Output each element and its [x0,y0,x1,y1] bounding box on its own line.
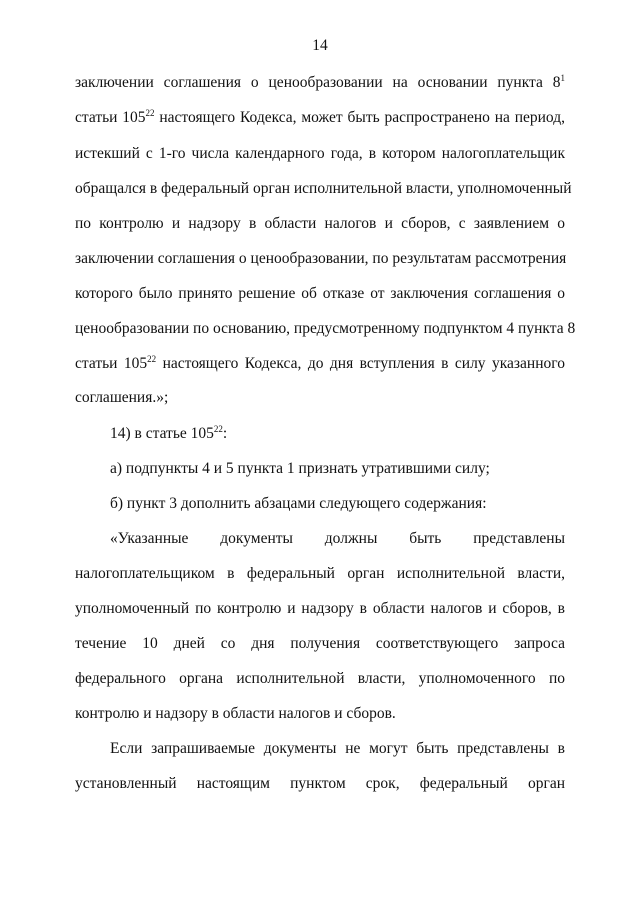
text-line-20: Если запрашиваемые документы не могут быть представлены в [110,740,565,757]
text-line-12: а) подпункты 4 и 5 пункта 1 признать утратившими силу; [110,460,490,477]
text-line-3: истекший с 1-го числа календарного года, в котором налогоплательщик [75,145,565,162]
text-line-13: б) пункт 3 дополнить абзацами следующего содержания: [110,495,487,512]
text-line-6: заключении соглашения о ценообразовании, по результатам рассмотрения [75,250,567,267]
text-line-7: которого было принято решение об отказе от заключения соглашения о [75,285,565,302]
text-line-15: налогоплательщиком в федеральный орган исполнительной власти, [75,565,565,582]
text-segment: статьи 105 [75,355,148,372]
text-line-8: ценообразовании по основанию, предусмотренному подпунктом 4 пункта 8 [75,320,576,337]
text-line-1 [75,73,565,93]
text-segment: настоящего Кодекса, может быть распространено на период, [154,109,565,126]
superscript: 22 [213,423,223,434]
superscript: 22 [147,353,157,364]
text-segment: настоящего Кодекса, до дня вступления в силу указанного [156,355,565,372]
text-segment: 14) в статье 105 [110,425,214,442]
superscript: 1 [560,72,565,83]
page-number: 14 [312,37,328,54]
text-line-18: федерального органа исполнительной власти, уполномоченного по [75,670,565,687]
text-line-4: обращался в федеральный орган исполнительной власти, уполномоченный [75,180,572,197]
text-line-19: контролю и надзору в области налогов и сборов. [75,705,396,722]
text-segment: заключении соглашения о ценообразовании на основании пункта 8 [75,74,561,91]
text-segment: : [222,425,228,442]
text-line-14: «Указанные документы должны быть представлены [110,530,565,547]
superscript: 22 [145,107,155,118]
text-line-10: соглашения.»; [75,389,169,406]
text-line-16: уполномоченный по контролю и надзору в области налогов и сборов, в [75,600,565,617]
text-line-2 [75,108,565,128]
text-line-5: по контролю и надзору в области налогов и сборов, с заявлением о [75,215,565,232]
text-line-21: установленный настоящим пунктом срок, федеральный орган [75,775,565,792]
text-segment: статьи 105 [75,109,146,126]
text-line-9 [75,354,565,374]
text-line-17: течение 10 дней со дня получения соответствующего запроса [75,635,565,652]
text-line-11 [110,424,565,444]
